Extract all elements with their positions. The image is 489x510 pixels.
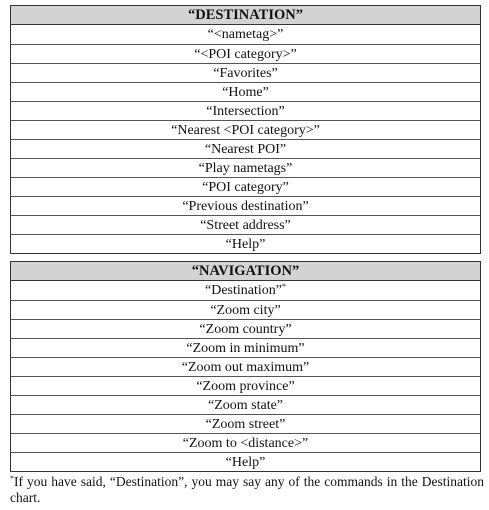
destination-row: “Play nametags” — [11, 158, 480, 177]
navigation-row: “Zoom province” — [11, 376, 480, 395]
navigation-row: “Help” — [11, 452, 480, 471]
destination-row: “<POI category>” — [11, 44, 480, 63]
destination-row: “Street address” — [11, 215, 480, 234]
navigation-row: “Zoom state” — [11, 395, 480, 414]
destination-row: “Previous destination” — [11, 196, 480, 215]
destination-row: “Nearest POI” — [11, 139, 480, 158]
navigation-row: “Zoom city” — [11, 300, 480, 319]
destination-row: “Help” — [11, 234, 480, 253]
footnote — [10, 474, 484, 506]
destination-row: “Home” — [11, 82, 480, 101]
navigation-table — [10, 261, 481, 472]
destination-row: “Nearest <POI category>” — [11, 120, 480, 139]
destination-header: “DESTINATION” — [11, 6, 480, 25]
navigation-row: “Zoom out maximum” — [11, 357, 480, 376]
navigation-row-destination-label: “Destination” — [205, 283, 282, 298]
destination-row: “<nametag>” — [207, 27, 284, 42]
navigation-row: “Zoom street” — [11, 414, 480, 433]
navigation-row: “Zoom in minimum” — [11, 338, 480, 357]
navigation-row: “Zoom to <distance>” — [11, 433, 480, 452]
destination-row: “Favorites” — [11, 63, 480, 82]
footnote-mark: * — [281, 282, 286, 291]
navigation-row-destination — [11, 281, 480, 300]
destination-row: “Intersection” — [11, 101, 480, 120]
navigation-row: “Zoom country” — [11, 319, 480, 338]
navigation-header: “NAVIGATION” — [11, 262, 480, 281]
footnote-mark: * — [10, 474, 14, 483]
footnote-text: If you have said, “Destination”, you may say any of the commands in the Destination chart. — [10, 474, 484, 505]
destination-table — [10, 5, 481, 254]
destination-row: “POI category” — [11, 177, 480, 196]
